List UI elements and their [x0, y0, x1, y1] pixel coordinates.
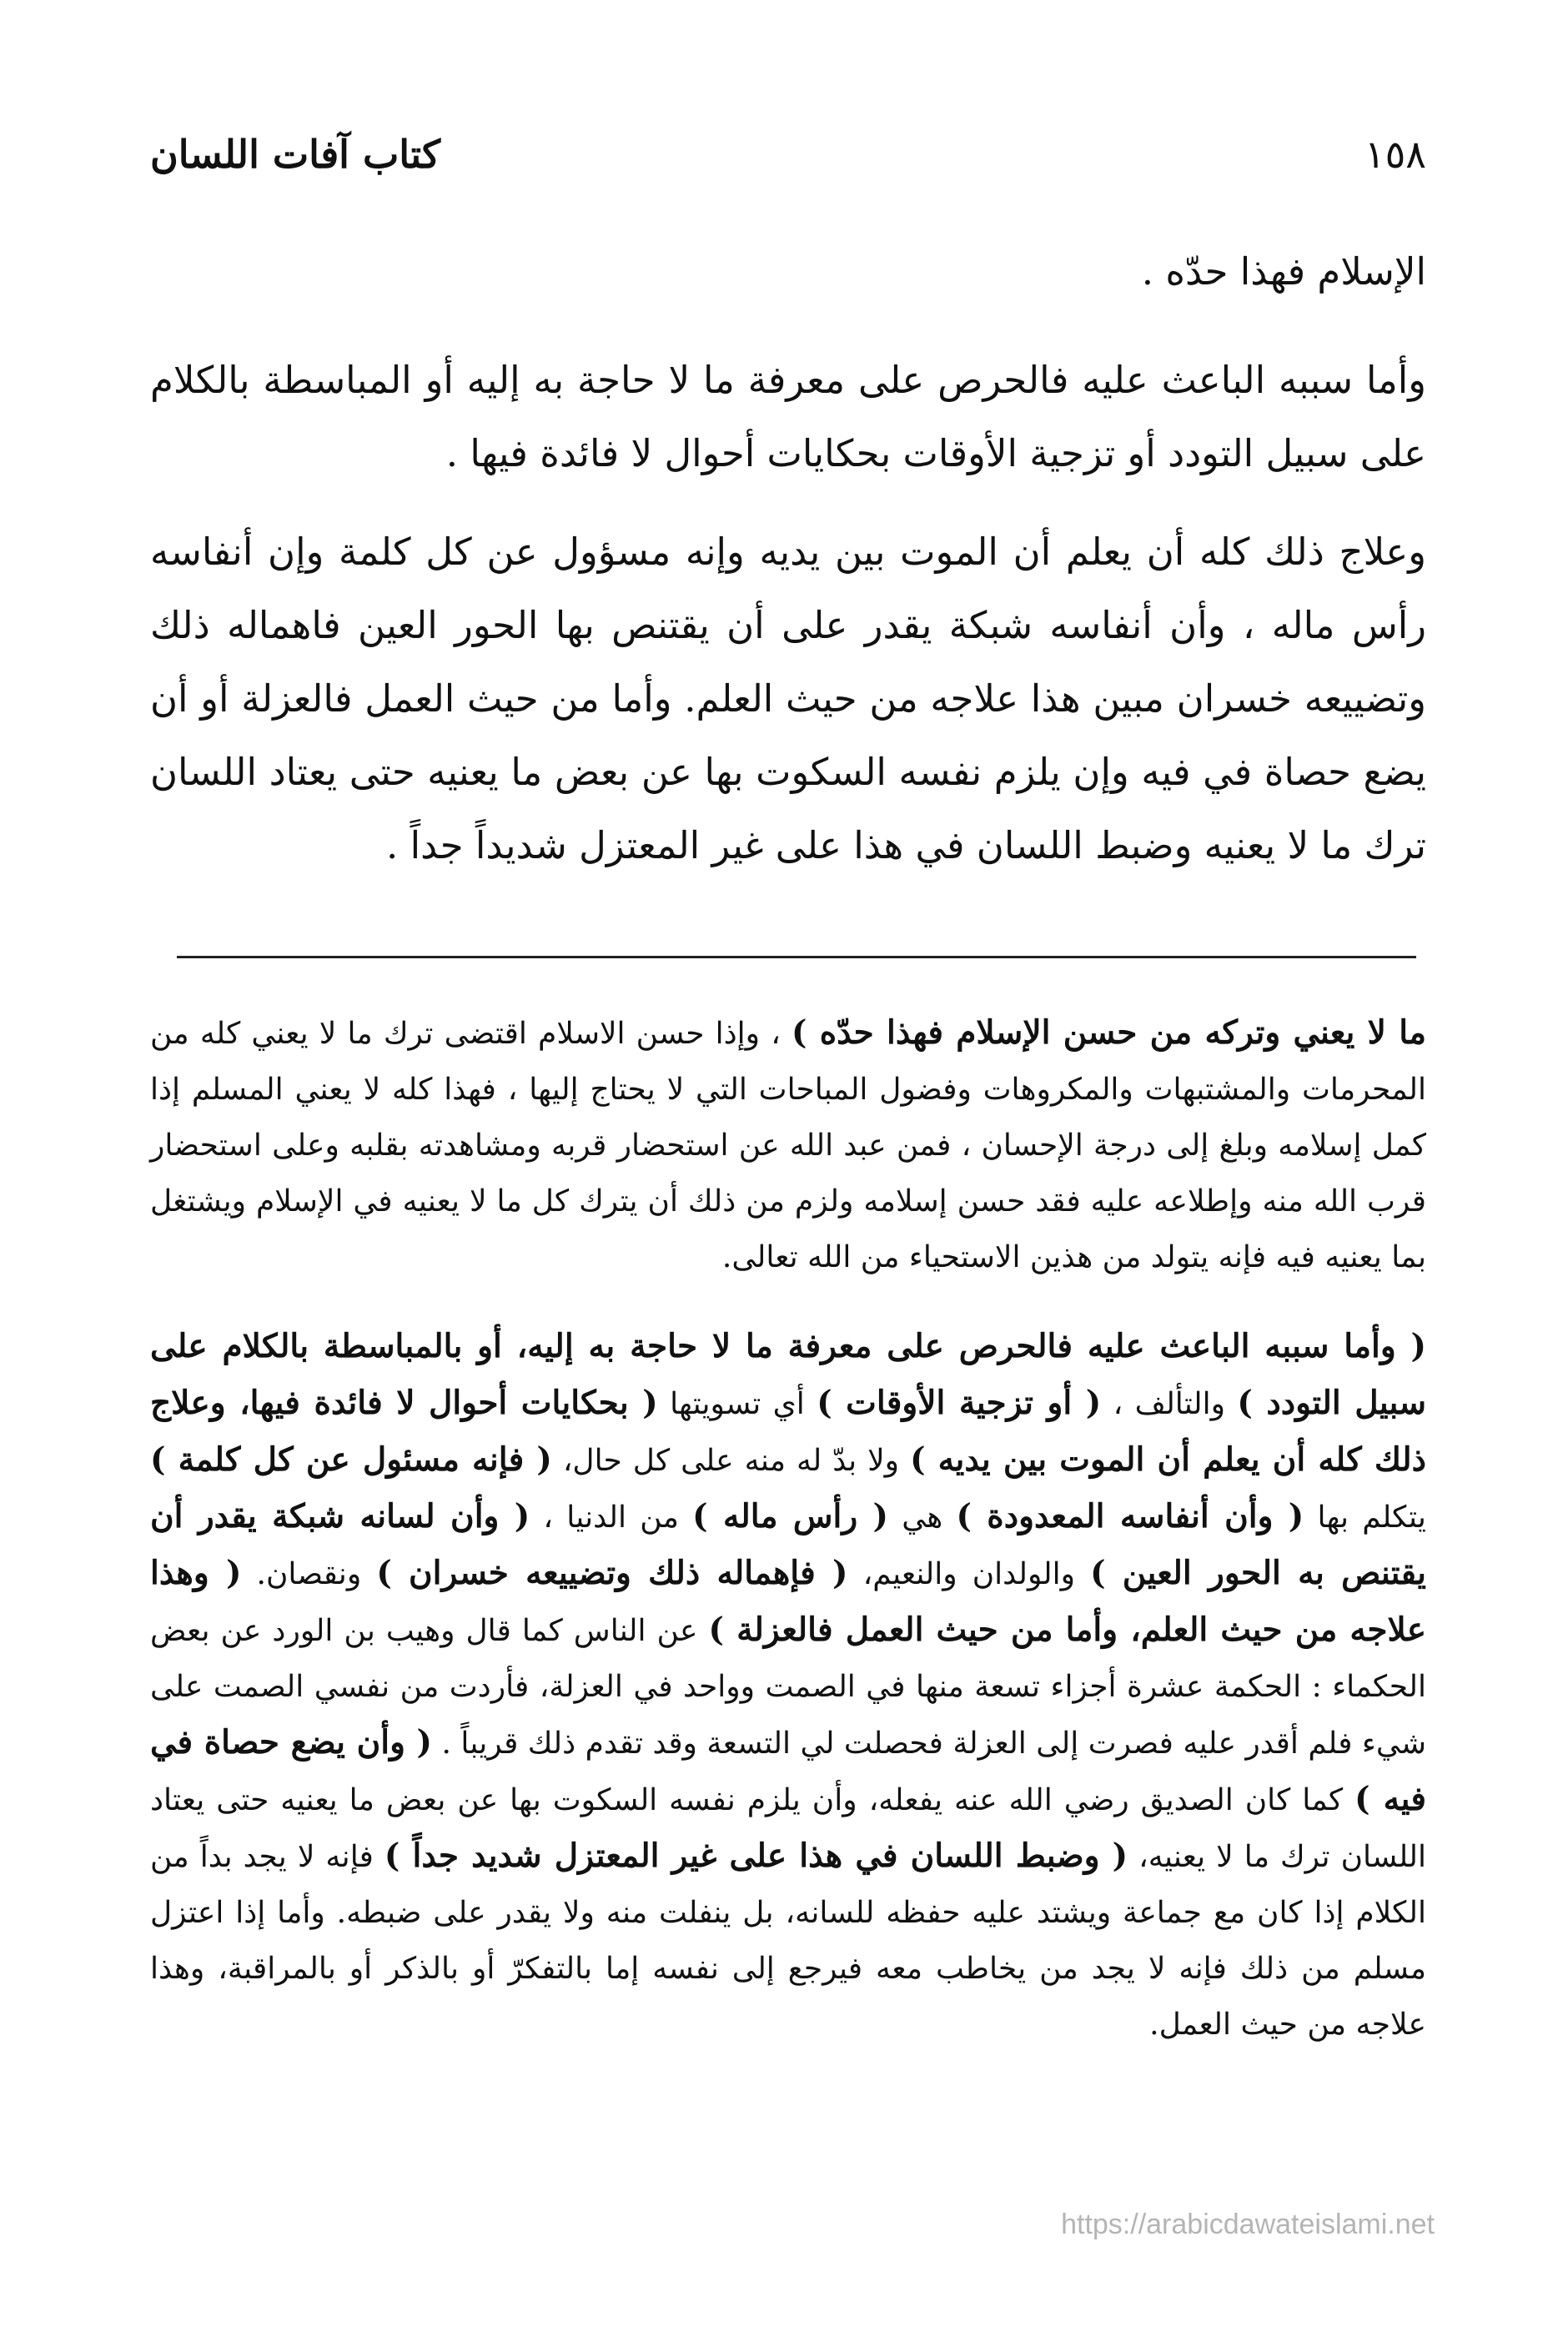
- commentary-text: ونقصان.: [256, 1557, 362, 1591]
- commentary: [150, 1005, 1426, 2086]
- commentary-text: عن الناس كما قال وهيب بن الورد عن بعض الحكماء : الحكمة عشرة أجزاء تسعة منها في الصمت وواحد في العزلة، فأردت من نفسي الصمت على شيء فلم أقدر عليه فصرت إلى العزلة فحصلت لي التسعة وقد تقدم ذلك قريباً .: [150, 1614, 1426, 1761]
- page-header: [150, 117, 1426, 192]
- main-paragraph: وعلاج ذلك كله أن يعلم أن الموت بين يديه وإنه مسؤول عن كل كلمة وإن أنفاسه رأس ماله ، وأن أنفاسه شبكة يقدر على أن يقتنص بها الحور العين فاهماله ذلك وتضييعه خسران مبين هذا علاجه من حيث العلم. وأما من حيث العمل فالعزلة أو أن يضع حصاة في فيه وإن يلزم نفسه السكوت بها عن بعض ما يعنيه حتى يعتاد اللسان ترك ما لا يعنيه وضبط اللسان في هذا على غير المعتزل شديداً جداً .: [150, 530, 1426, 867]
- commentary-text: من الدنيا ،: [543, 1500, 679, 1535]
- running-title: كتاب آفات اللسان: [150, 132, 441, 177]
- quoted-text: ما لا يعني وتركه من حسن الإسلام فهذا حدّه ): [791, 1013, 1426, 1052]
- page-number: ١٥٨: [1364, 132, 1426, 177]
- commentary-text: يتكلم بها: [1317, 1500, 1426, 1535]
- quoted-text: ( وأما سببه الباعث عليه فالحرص على معرفة ما لا حاجة به إليه، أو بالمباسطة بالكلام على سبيل التودد ): [150, 1327, 1426, 1422]
- commentary-paragraph: [150, 1005, 1426, 1285]
- main-paragraph: الإسلام فهذا حدّه .: [1141, 249, 1426, 294]
- quoted-text: ( وضبط اللسان في هذا على غير المعتزل شديد جداً ): [384, 1837, 1128, 1875]
- commentary-text: والتألف ،: [1113, 1387, 1225, 1421]
- quoted-text: ( وأن أنفاسه المعدودة ): [956, 1497, 1304, 1535]
- commentary-text: ولا بدّ له منه على كل حال،: [562, 1444, 900, 1478]
- quoted-text: ( وهذا علاجه من حيث العلم، وأما من حيث العمل فالعزلة ): [150, 1554, 1426, 1649]
- quoted-text: ( فإنه مسئول عن كل كلمة ): [150, 1440, 552, 1479]
- quoted-text: ( بحكايات أحوال لا فائدة فيها، وعلاج ذلك كله أن يعلم أن الموت بين يديه ): [150, 1384, 1426, 1479]
- commentary-text: فإنه لا يجد بداً من الكلام إذا كان مع جماعة ويشتد عليه حفظه للسانه، بل ينفلت منه ولا يقدر على ضبطه. وأما إذا اعتزل مسلم من ذلك فإنه لا يجد من يخاطب معه فيرجع إلى نفسه إما بالتفكرّ أو بالذكر أو بالمراقبة، وهذا علاجه من حيث العمل.: [150, 1840, 1426, 2042]
- quoted-text: ( وأن يضع حصاة في فيه ): [150, 1723, 1426, 1818]
- commentary-text: أي تسويتها: [670, 1387, 805, 1421]
- quoted-text: ( أو تزجية الأوقات ): [817, 1384, 1102, 1422]
- quoted-text: ( رأس ماله ): [692, 1497, 889, 1535]
- main-paragraph: وأما سببه الباعث عليه فالحرص على معرفة ما لا حاجة به إليه أو المباسطة بالكلام على سبيل التودد أو تزجية الأوقات بحكايات أحوال لا فائدة فيها .: [150, 358, 1426, 475]
- footnote-divider: [177, 956, 1416, 958]
- watermark-url: https://arabicdawateislami.net: [1061, 2209, 1435, 2240]
- quoted-text: ( فإهماله ذلك وتضييعه خسران ): [376, 1554, 848, 1592]
- quoted-text: ( وأن لسانه شبكة يقدر أن يقتنص به الحور العين ): [150, 1497, 1427, 1592]
- commentary-text: والولدان والنعيم،: [862, 1557, 1075, 1591]
- commentary-text: هي: [902, 1500, 943, 1535]
- commentary-text: ، وإذا حسن الاسلام اقتضى ترك ما لا يعني كله من المحرمات والمشتبهات والمكروهات وفضول المباحات التي لا يحتاج إليها ، فهذا كله لا يعني المسلم إذا كمل إسلامه وبلغ إلى درجة الإحسان ، فمن عبد الله عن استحضار قربه ومشاهدته بقلبه وعلى استحضار قرب الله منه وإطلاعه عليه فقد حسن إسلامه ولزم من ذلك أن يترك كل ما لا يعنيه في الإسلام ويشتغل بما يعنيه فيه فإنه يتولد من هذين الاستحياء من الله تعالى.: [150, 1017, 1426, 1274]
- commentary-text: كما كان الصديق رضي الله عنه يفعله، وأن يلزم نفسه السكوت بها عن بعض ما يعنيه حتى يعتاد اللسان ترك ما لا يعنيه،: [150, 1783, 1426, 1874]
- commentary-paragraph: [150, 1319, 1426, 2053]
- main-text: [150, 235, 1426, 907]
